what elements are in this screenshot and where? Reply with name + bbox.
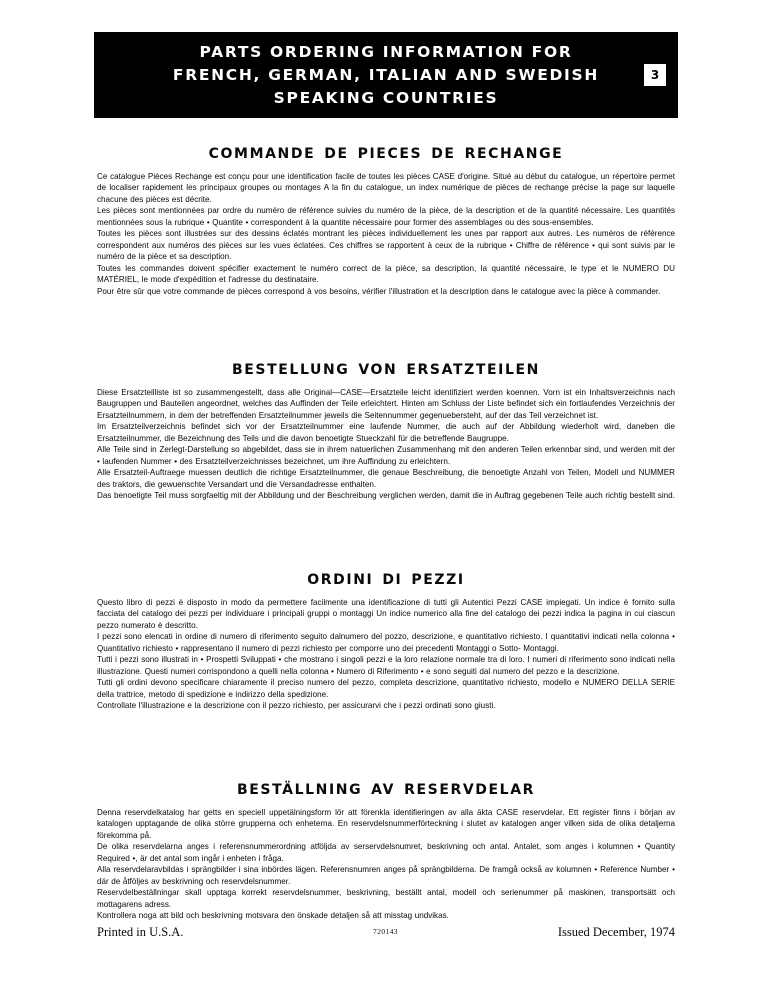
banner-title-line-3: SPEAKING COUNTRIES: [273, 88, 499, 107]
paragraph: Alle Teile sind in Zerlegt-Darstellung so abgebildet, dass sie in ihrem natuerlichen Zusammenhang mit den anderen Teilen erkennbar sind, und werden mit der • laufenden Nummer • des Ersatzteilverzeichnisses bezeichnet, um ihre Auffindung zu erleichtern.: [97, 445, 675, 466]
paragraph: Questo libro di pezzi è disposto in modo da permettere facilmente una identificazione di tutti gli Autentici Pezzi CASE impiegati. Un indice è fornito sulla facciata del catalogo dei pezzi per individuare i principali gruppi o montaggi Un indice numerico alla fine del catalogo dei pezzi indica la pagina in cui ciascun pezzo numerato è descritto.: [97, 598, 675, 630]
printed-in-label: Printed in U.S.A.: [97, 925, 184, 939]
paragraph: Denna reservdelkatalog har getts en speciell uppetälningsform lör att förenkla identifieringen av alla äkta CASE reservdelar. Ett register finns i början av katalogen upptagande de olika större grupperna och enheterna. En reservdelsnummerförteckning i slutet av katalogen anger vilken sida de olika detaljerna förekomma på.: [97, 808, 675, 840]
paragraph: Alla reservdelaravbildas i sprängbilder i sina inbördes lägen. Referensnumren anges på sprängbilderna. De framgå också av kolumnen • Reference Number • där de åtföljes av beskrivning och reservdelsnummer.: [97, 865, 675, 886]
section-swedish: [97, 782, 675, 922]
paragraph: Das benoetigte Teil muss sorgfaeltig mit der Abbildung und der Beschreibung verglichen werden, damit die in Auftrag gegebenen Teile auch richtig bestellt sind.: [97, 491, 675, 501]
paragraph: Pour être sûr que votre commande de pièces correspond à vos besoins, vérifier l'illustration et la description dans le catalogue avec la pièce à commander.: [97, 286, 661, 296]
form-number: 720143: [373, 927, 398, 936]
section-german: [97, 362, 675, 502]
paragraph: De olika reservdelarna anges i referensnummerordning atföljda av serservdelsnumret, beskrivning och antal. Antalet, som anges i kolumnen • Quantity Required •, är det antal som ingår i enheten i fråga.: [97, 842, 675, 863]
paragraph: Reservdelbeställningar skall upptaga korrekt reservdelsnummer, beskrivning, beställt antal, modell och serienummer på maskinen, transportsätt och mottagarens adress.: [97, 888, 675, 909]
paragraph: Tutti gli ordini devono specificare chiaramente il preciso numero del pezzo, completa descrizione, quantitativo richiesto, modello e NUMERO DELLA SERIE della trattrice, metodo di spedizione e indirizzo della spedizione.: [97, 678, 675, 699]
section-french: [97, 146, 675, 297]
paragraph: I pezzi sono elencati in ordine di numero di riferimento seguito dalnumero del pozzo, descrizione, e quantitativo richiesto. I quantitativi indicati nella colonna • Quantitativo richiesto • rappresentano il numero di pezzi richiesto per comporre uno dei precedenti Montaggi o Sotto- Montaggi.: [97, 632, 675, 653]
page-number-badge: 3: [644, 64, 666, 86]
paragraph: Les pièces sont mentionnées par ordre du numéro de référence suivies du numéro de la pièce, de la description et de la quantité nécessaire. Les quantités mentionnées sous la rubrique • Quantite • correspondent à la quantite nécessaire pour former des assemblages ou des sous-ensembles.: [97, 206, 675, 227]
page-footer: [97, 925, 675, 943]
section-italian: [97, 572, 675, 712]
paragraph: Tutti i pezzi sono illustrati in • Prospetti Sviluppati • che mostrano i singoli pezzi e la loro relazione normale tra di loro. I numeri di riferimento sono indicati nella illustrazione. Questi numeri corrispondono a quelli nella colonna • Numero di Riferimento • e sono seguiti dal numero del pezzo e la descrizione.: [97, 655, 675, 676]
paragraph: Ce catalogue Pièces Rechange est conçu pour une identification facile de toutes les pièces CASE d'origine. Situé au début du catalogue, un répertoire permet de localiser rapidement les principaux groupes ou montages A la fin du catalogue, un index numérique de pièces de rechange précise la page sur laquelle chacune des pièces est décrite.: [97, 172, 675, 204]
paragraph: Controllate l'illustrazione e la descrizione con il pezzo richiesto, per assicurarvi che i pezzi ordinati sono giusti.: [97, 701, 496, 711]
banner-title-line-1: PARTS ORDERING INFORMATION FOR: [199, 42, 573, 61]
section-title-french: COMMANDE DE PIECES DE RECHANGE: [208, 146, 564, 162]
section-title-german: BESTELLUNG VON ERSATZTEILEN: [232, 362, 540, 378]
section-title-swedish: BESTÄLLNING AV RESERVDELAR: [236, 782, 536, 798]
paragraph: Diese Ersatzteilliste ist so zusammengestellt, dass alle Original—CASE—Ersatzteile leicht identifiziert werden koennen. Vorn ist ein Inhaltsverzeichnis nach Baugruppen und Bauteilen angeordnet, welches das Auffinden der Teile erleichtert. Hinten am Schluss der Liste befindet sich ein fortlaufendes Verzeichnis der Ersatzteilnummern, in dem der betreffenden Ersatzteilnummer jeweils die Seitennummer gegenuebersteht, auf der das Teil verzeichnet ist.: [97, 388, 675, 420]
banner-title-line-2: FRENCH, GERMAN, ITALIAN AND SWEDISH: [172, 65, 600, 84]
paragraph: Im Ersatzteilverzeichnis befindet sich vor der Ersatzteilnummer eine laufende Nummer, die auch auf der Abbildung wiederholt wird, daneben die Ersatzteilnummer, die Bezeichnung des Teils und die davon benoetigte Stueckzahl für die betreffende Baugruppe.: [97, 422, 675, 443]
paragraph: Toutes les pièces sont illustrées sur des dessins éclatés montrant les pièces individuellement les unes par rapport aux autres. Les numéros de référence correspondent aux numéros des pièces sur les vues éclatées. Ces chiffres se rapportent à ceux de la rubrique • Chiffre de référence • qui sont suivis par le numéro de la pièce et sa description.: [97, 229, 675, 262]
section-title-italian: ORDINI DI PEZZI: [307, 572, 465, 588]
paragraph: Toutes les commandes doivent spécifier exactement le numéro correct de la pièce, sa description, la quantité nécessaire, le type et le NUMERO DU MATÉRIEL, le mode d'expédition et l'adresse du destinataire.: [97, 263, 675, 285]
paragraph: Kontrollera noga att bild och beskrivning motsvara den önskade detaljen så att misstag undvikas.: [97, 911, 449, 921]
title-banner: [94, 32, 678, 118]
issued-date-label: Issued December, 1974: [557, 925, 675, 939]
paragraph: Alle Ersatzteil-Auftraege muessen deutlich die richtige Ersatzteilnummer, die genaue Beschreibung, die benoetigte Anzahl von Teilen, Modell und NUMMER des traktors, die gewuenschte Versandart und die Versandadresse enthalten.: [97, 468, 675, 489]
